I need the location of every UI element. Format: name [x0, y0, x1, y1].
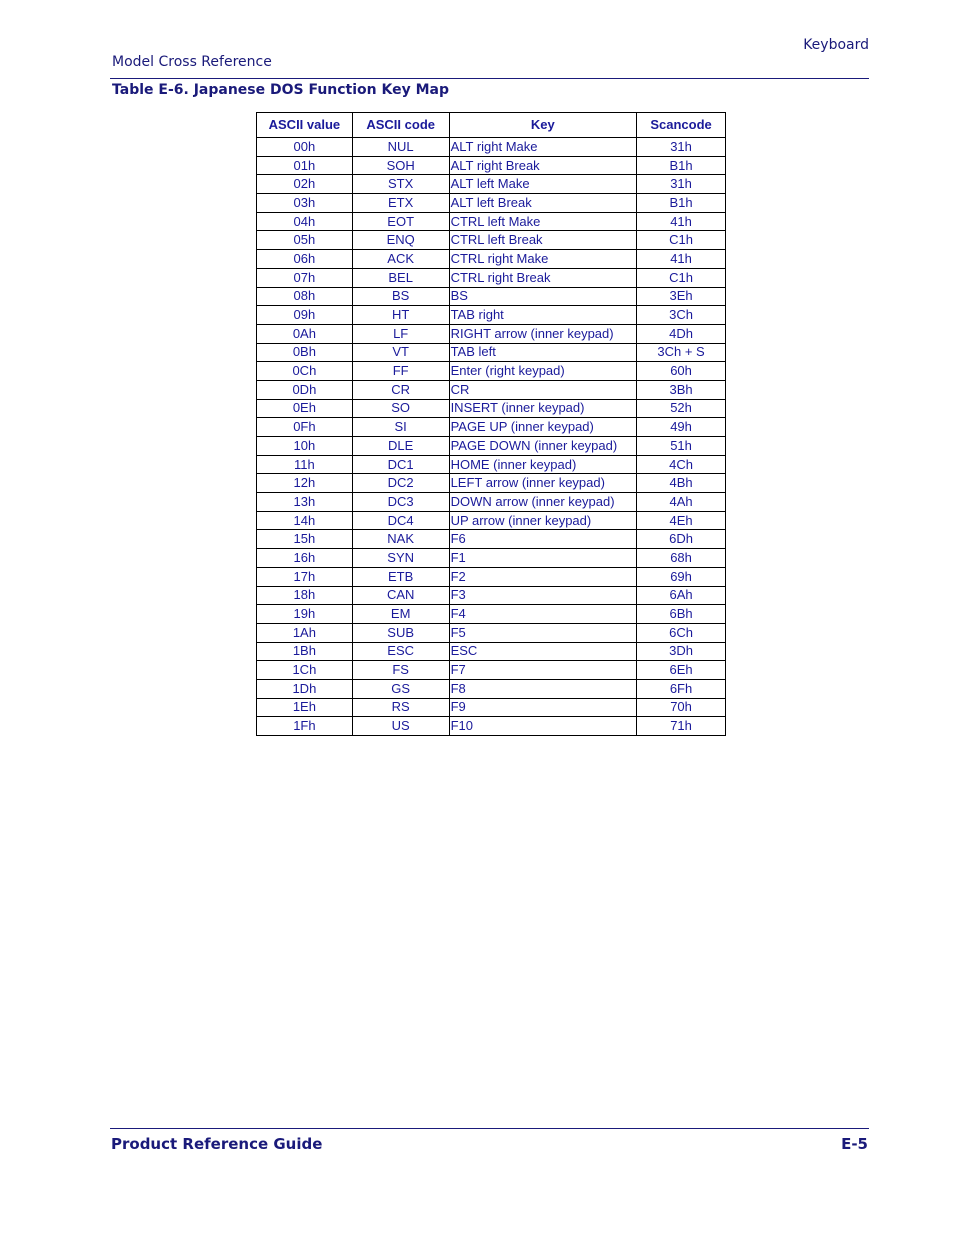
footer-title: Product Reference Guide	[111, 1135, 323, 1153]
ascii-value-cell: 0Ah	[257, 324, 353, 343]
key-cell: F4	[449, 605, 637, 624]
table-row	[257, 287, 726, 306]
table-row	[257, 418, 726, 437]
ascii-value-cell: 1Bh	[257, 642, 353, 661]
key-cell: ALT left Break	[449, 194, 637, 213]
ascii-code-cell: DC2	[352, 474, 449, 493]
scancode-cell: B1h	[637, 194, 726, 213]
table-row	[257, 306, 726, 325]
key-cell: ALT right Break	[449, 156, 637, 175]
ascii-value-cell: 03h	[257, 194, 353, 213]
table-body	[257, 138, 726, 736]
table-row	[257, 549, 726, 568]
ascii-code-cell: NUL	[352, 138, 449, 157]
key-cell: CTRL right Make	[449, 250, 637, 269]
table-row	[257, 455, 726, 474]
key-cell: RIGHT arrow (inner keypad)	[449, 324, 637, 343]
table-header-row	[257, 113, 726, 138]
ascii-value-cell: 06h	[257, 250, 353, 269]
scancode-cell: 71h	[637, 717, 726, 736]
ascii-code-cell: GS	[352, 679, 449, 698]
ascii-value-cell: 14h	[257, 511, 353, 530]
ascii-value-cell: 1Ch	[257, 661, 353, 680]
key-cell: F5	[449, 623, 637, 642]
ascii-code-cell: FF	[352, 362, 449, 381]
table-row	[257, 362, 726, 381]
scancode-cell: 52h	[637, 399, 726, 418]
ascii-code-cell: SOH	[352, 156, 449, 175]
key-cell: BS	[449, 287, 637, 306]
scancode-cell: 6Ch	[637, 623, 726, 642]
scancode-cell: C1h	[637, 268, 726, 287]
table-row	[257, 324, 726, 343]
key-cell: F1	[449, 549, 637, 568]
scancode-cell: 31h	[637, 175, 726, 194]
table-row	[257, 661, 726, 680]
scancode-cell: 4Bh	[637, 474, 726, 493]
scancode-cell: 4Ah	[637, 493, 726, 512]
table-row	[257, 343, 726, 362]
scancode-cell: 41h	[637, 212, 726, 231]
table-row	[257, 623, 726, 642]
ascii-code-cell: LF	[352, 324, 449, 343]
key-cell: ESC	[449, 642, 637, 661]
ascii-code-cell: NAK	[352, 530, 449, 549]
key-cell: CTRL left Break	[449, 231, 637, 250]
table-row	[257, 511, 726, 530]
key-cell: F7	[449, 661, 637, 680]
table-row	[257, 231, 726, 250]
scancode-cell: 3Bh	[637, 380, 726, 399]
running-header-section: Keyboard	[803, 37, 869, 53]
ascii-value-cell: 19h	[257, 605, 353, 624]
ascii-value-cell: 13h	[257, 493, 353, 512]
key-cell: INSERT (inner keypad)	[449, 399, 637, 418]
column-header-scancode: Scancode	[637, 113, 726, 138]
ascii-value-cell: 0Fh	[257, 418, 353, 437]
table-row	[257, 175, 726, 194]
table-row	[257, 156, 726, 175]
ascii-code-cell: SI	[352, 418, 449, 437]
ascii-code-cell: CAN	[352, 586, 449, 605]
ascii-code-cell: DC3	[352, 493, 449, 512]
table-row	[257, 212, 726, 231]
ascii-value-cell: 08h	[257, 287, 353, 306]
key-cell: CTRL left Make	[449, 212, 637, 231]
scancode-cell: C1h	[637, 231, 726, 250]
key-cell: F3	[449, 586, 637, 605]
ascii-value-cell: 09h	[257, 306, 353, 325]
ascii-code-cell: CR	[352, 380, 449, 399]
table-row	[257, 717, 726, 736]
key-cell: ALT left Make	[449, 175, 637, 194]
scancode-cell: 70h	[637, 698, 726, 717]
ascii-value-cell: 1Dh	[257, 679, 353, 698]
ascii-code-cell: RS	[352, 698, 449, 717]
ascii-code-cell: ESC	[352, 642, 449, 661]
ascii-value-cell: 0Ch	[257, 362, 353, 381]
ascii-code-cell: ETX	[352, 194, 449, 213]
running-header-chapter: Model Cross Reference	[112, 54, 272, 70]
column-header-key: Key	[449, 113, 637, 138]
ascii-value-cell: 18h	[257, 586, 353, 605]
key-cell: TAB right	[449, 306, 637, 325]
scancode-cell: 69h	[637, 567, 726, 586]
ascii-code-cell: EOT	[352, 212, 449, 231]
header-rule	[110, 78, 869, 79]
key-cell: Enter (right keypad)	[449, 362, 637, 381]
ascii-value-cell: 0Eh	[257, 399, 353, 418]
key-cell: CTRL right Break	[449, 268, 637, 287]
ascii-value-cell: 0Dh	[257, 380, 353, 399]
ascii-code-cell: ETB	[352, 567, 449, 586]
ascii-code-cell: BS	[352, 287, 449, 306]
ascii-code-cell: BEL	[352, 268, 449, 287]
scancode-cell: 3Eh	[637, 287, 726, 306]
ascii-code-cell: US	[352, 717, 449, 736]
table-row	[257, 567, 726, 586]
key-cell: F8	[449, 679, 637, 698]
key-cell: CR	[449, 380, 637, 399]
key-cell: LEFT arrow (inner keypad)	[449, 474, 637, 493]
key-cell: F6	[449, 530, 637, 549]
ascii-value-cell: 04h	[257, 212, 353, 231]
table-row	[257, 399, 726, 418]
ascii-code-cell: HT	[352, 306, 449, 325]
column-header-ascii-value: ASCII value	[257, 113, 353, 138]
table-caption: Table E-6. Japanese DOS Function Key Map	[112, 82, 450, 98]
scancode-cell: 68h	[637, 549, 726, 568]
scancode-cell: 3Ch + S	[637, 343, 726, 362]
ascii-value-cell: 02h	[257, 175, 353, 194]
scancode-cell: 60h	[637, 362, 726, 381]
table-row	[257, 642, 726, 661]
ascii-code-cell: DC4	[352, 511, 449, 530]
ascii-code-cell: SUB	[352, 623, 449, 642]
table-row	[257, 138, 726, 157]
key-cell: F10	[449, 717, 637, 736]
table-row	[257, 194, 726, 213]
table-row	[257, 698, 726, 717]
key-cell: F9	[449, 698, 637, 717]
scancode-cell: 31h	[637, 138, 726, 157]
ascii-value-cell: 15h	[257, 530, 353, 549]
table-row	[257, 250, 726, 269]
ascii-value-cell: 11h	[257, 455, 353, 474]
ascii-code-cell: ACK	[352, 250, 449, 269]
ascii-code-cell: ENQ	[352, 231, 449, 250]
table-row	[257, 380, 726, 399]
scancode-cell: 4Ch	[637, 455, 726, 474]
scancode-cell: 6Ah	[637, 586, 726, 605]
ascii-value-cell: 1Ah	[257, 623, 353, 642]
ascii-code-cell: SO	[352, 399, 449, 418]
ascii-value-cell: 01h	[257, 156, 353, 175]
scancode-cell: 3Dh	[637, 642, 726, 661]
scancode-cell: 41h	[637, 250, 726, 269]
page-number: E-5	[841, 1135, 868, 1153]
ascii-value-cell: 1Fh	[257, 717, 353, 736]
ascii-code-cell: SYN	[352, 549, 449, 568]
ascii-value-cell: 12h	[257, 474, 353, 493]
scancode-cell: 6Bh	[637, 605, 726, 624]
column-header-ascii-code: ASCII code	[352, 113, 449, 138]
key-cell: TAB left	[449, 343, 637, 362]
table-row	[257, 586, 726, 605]
scancode-cell: 4Dh	[637, 324, 726, 343]
key-cell: PAGE UP (inner keypad)	[449, 418, 637, 437]
table-row	[257, 605, 726, 624]
ascii-value-cell: 10h	[257, 437, 353, 456]
scancode-cell: B1h	[637, 156, 726, 175]
table-row	[257, 437, 726, 456]
ascii-value-cell: 00h	[257, 138, 353, 157]
key-cell: F2	[449, 567, 637, 586]
scancode-cell: 6Eh	[637, 661, 726, 680]
ascii-value-cell: 1Eh	[257, 698, 353, 717]
ascii-value-cell: 05h	[257, 231, 353, 250]
table-row	[257, 679, 726, 698]
ascii-code-cell: FS	[352, 661, 449, 680]
ascii-value-cell: 0Bh	[257, 343, 353, 362]
key-cell: ALT right Make	[449, 138, 637, 157]
table-row	[257, 493, 726, 512]
ascii-value-cell: 07h	[257, 268, 353, 287]
ascii-value-cell: 16h	[257, 549, 353, 568]
ascii-value-cell: 17h	[257, 567, 353, 586]
function-key-map-table	[256, 112, 726, 736]
key-cell: DOWN arrow (inner keypad)	[449, 493, 637, 512]
table-row	[257, 474, 726, 493]
key-cell: UP arrow (inner keypad)	[449, 511, 637, 530]
scancode-cell: 4Eh	[637, 511, 726, 530]
scancode-cell: 49h	[637, 418, 726, 437]
ascii-code-cell: DLE	[352, 437, 449, 456]
table-row	[257, 268, 726, 287]
footer-rule	[110, 1128, 869, 1129]
key-cell: HOME (inner keypad)	[449, 455, 637, 474]
scancode-cell: 6Dh	[637, 530, 726, 549]
ascii-code-cell: VT	[352, 343, 449, 362]
scancode-cell: 6Fh	[637, 679, 726, 698]
ascii-code-cell: DC1	[352, 455, 449, 474]
ascii-code-cell: EM	[352, 605, 449, 624]
ascii-code-cell: STX	[352, 175, 449, 194]
key-cell: PAGE DOWN (inner keypad)	[449, 437, 637, 456]
table-row	[257, 530, 726, 549]
scancode-cell: 51h	[637, 437, 726, 456]
scancode-cell: 3Ch	[637, 306, 726, 325]
